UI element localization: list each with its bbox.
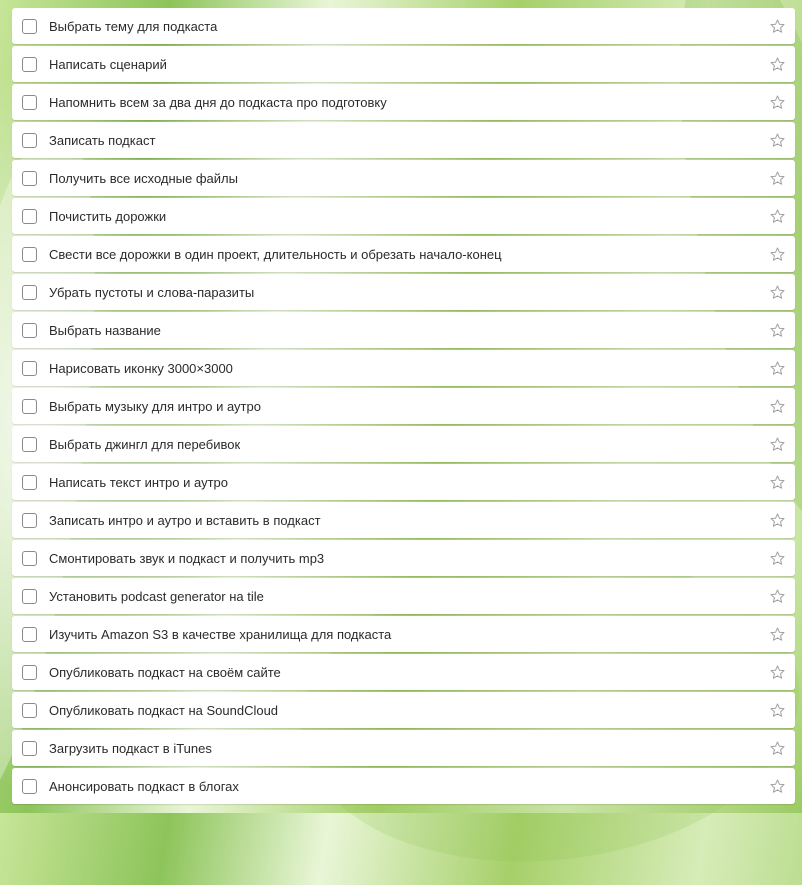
star-outline-icon <box>769 588 786 605</box>
task-title[interactable]: Убрать пустоты и слова-паразиты <box>49 284 255 300</box>
star-outline-icon <box>769 778 786 795</box>
star-outline-icon <box>769 512 786 529</box>
task-checkbox[interactable] <box>22 323 37 338</box>
task-title[interactable]: Загрузить подкаст в iTunes <box>49 740 212 756</box>
task-item[interactable] <box>12 654 795 690</box>
star-icon[interactable] <box>768 777 786 795</box>
task-title[interactable]: Выбрать музыку для интро и аутро <box>49 398 261 414</box>
task-checkbox[interactable] <box>22 95 37 110</box>
task-checkbox[interactable] <box>22 475 37 490</box>
star-outline-icon <box>769 550 786 567</box>
task-title[interactable]: Записать подкаст <box>49 132 156 148</box>
star-outline-icon <box>769 18 786 35</box>
task-item[interactable] <box>12 730 795 766</box>
star-outline-icon <box>769 626 786 643</box>
star-icon[interactable] <box>768 701 786 719</box>
star-icon[interactable] <box>768 511 786 529</box>
task-checkbox[interactable] <box>22 703 37 718</box>
star-icon[interactable] <box>768 131 786 149</box>
star-icon[interactable] <box>768 93 786 111</box>
task-title[interactable]: Выбрать джингл для перебивок <box>49 436 241 452</box>
star-outline-icon <box>769 322 786 339</box>
task-item[interactable] <box>12 464 795 500</box>
star-outline-icon <box>769 436 786 453</box>
task-item[interactable] <box>12 692 795 728</box>
task-item[interactable] <box>12 84 795 120</box>
task-title[interactable]: Изучить Amazon S3 в качестве хранилища для подкаста <box>49 626 392 642</box>
task-title[interactable]: Написать сценарий <box>49 56 167 72</box>
task-title[interactable]: Смонтировать звук и подкаст и получить mp3 <box>49 550 325 566</box>
star-icon[interactable] <box>768 549 786 567</box>
task-title[interactable]: Анонсировать подкаст в блогах <box>49 778 239 794</box>
task-item[interactable] <box>12 426 795 462</box>
task-checkbox[interactable] <box>22 361 37 376</box>
star-icon[interactable] <box>768 207 786 225</box>
task-checkbox[interactable] <box>22 589 37 604</box>
star-outline-icon <box>769 474 786 491</box>
task-item[interactable] <box>12 388 795 424</box>
star-outline-icon <box>769 702 786 719</box>
task-checkbox[interactable] <box>22 133 37 148</box>
star-icon[interactable] <box>768 359 786 377</box>
star-icon[interactable] <box>768 55 786 73</box>
task-checkbox[interactable] <box>22 171 37 186</box>
task-checkbox[interactable] <box>22 513 37 528</box>
task-list <box>12 8 795 804</box>
star-outline-icon <box>769 132 786 149</box>
star-icon[interactable] <box>768 625 786 643</box>
task-item[interactable] <box>12 578 795 614</box>
star-outline-icon <box>769 208 786 225</box>
task-title[interactable]: Выбрать название <box>49 322 161 338</box>
star-outline-icon <box>769 398 786 415</box>
star-outline-icon <box>769 664 786 681</box>
star-icon[interactable] <box>768 169 786 187</box>
task-item[interactable] <box>12 8 795 44</box>
task-title[interactable]: Написать текст интро и аутро <box>49 474 228 490</box>
task-checkbox[interactable] <box>22 437 37 452</box>
star-icon[interactable] <box>768 663 786 681</box>
task-title[interactable]: Опубликовать подкаст на SoundCloud <box>49 702 279 718</box>
star-outline-icon <box>769 284 786 301</box>
task-checkbox[interactable] <box>22 19 37 34</box>
task-checkbox[interactable] <box>22 741 37 756</box>
star-icon[interactable] <box>768 587 786 605</box>
task-item[interactable] <box>12 236 795 272</box>
task-checkbox[interactable] <box>22 209 37 224</box>
task-checkbox[interactable] <box>22 285 37 300</box>
task-item[interactable] <box>12 312 795 348</box>
task-item[interactable] <box>12 350 795 386</box>
task-checkbox[interactable] <box>22 399 37 414</box>
star-outline-icon <box>769 740 786 757</box>
task-checkbox[interactable] <box>22 551 37 566</box>
task-item[interactable] <box>12 46 795 82</box>
star-icon[interactable] <box>768 17 786 35</box>
task-checkbox[interactable] <box>22 247 37 262</box>
task-checkbox[interactable] <box>22 627 37 642</box>
star-outline-icon <box>769 94 786 111</box>
task-title[interactable]: Нарисовать иконку 3000×3000 <box>49 360 233 376</box>
task-item[interactable] <box>12 122 795 158</box>
task-checkbox[interactable] <box>22 57 37 72</box>
task-title[interactable]: Почистить дорожки <box>49 208 167 224</box>
star-icon[interactable] <box>768 283 786 301</box>
task-title[interactable]: Опубликовать подкаст на своём сайте <box>49 664 281 680</box>
task-item[interactable] <box>12 540 795 576</box>
star-icon[interactable] <box>768 245 786 263</box>
star-icon[interactable] <box>768 739 786 757</box>
task-title[interactable]: Выбрать тему для подкаста <box>49 18 218 34</box>
task-title[interactable]: Напомнить всем за два дня до подкаста про подготовку <box>49 94 387 110</box>
star-outline-icon <box>769 360 786 377</box>
task-title[interactable]: Получить все исходные файлы <box>49 170 238 186</box>
star-icon[interactable] <box>768 473 786 491</box>
star-icon[interactable] <box>768 321 786 339</box>
task-checkbox[interactable] <box>22 779 37 794</box>
task-title[interactable]: Записать интро и аутро и вставить в подкаст <box>49 512 321 528</box>
star-outline-icon <box>769 56 786 73</box>
task-item[interactable] <box>12 768 795 804</box>
star-icon[interactable] <box>768 397 786 415</box>
star-icon[interactable] <box>768 435 786 453</box>
star-outline-icon <box>769 170 786 187</box>
task-item[interactable] <box>12 198 795 234</box>
task-title[interactable]: Установить podcast generator на tile <box>49 588 264 604</box>
star-outline-icon <box>769 246 786 263</box>
task-item[interactable] <box>12 502 795 538</box>
task-item[interactable] <box>12 274 795 310</box>
task-checkbox[interactable] <box>22 665 37 680</box>
task-item[interactable] <box>12 160 795 196</box>
task-title[interactable]: Свести все дорожки в один проект, длительность и обрезать начало-конец <box>49 246 502 262</box>
task-item[interactable] <box>12 616 795 652</box>
